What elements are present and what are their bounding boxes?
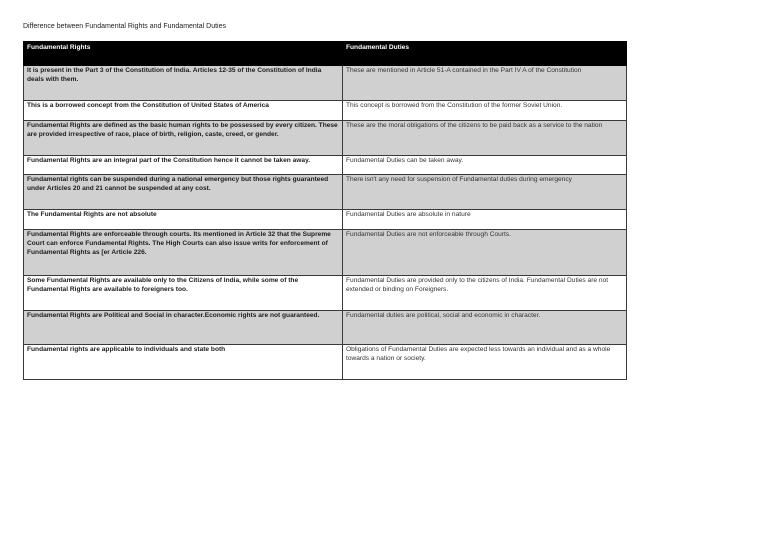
table-row (24, 121, 627, 156)
duties-cell: Fundamental Duties are not enforceable through Courts. (343, 230, 627, 276)
duties-cell: These are mentioned in Article 51-A contained in the Part IV A of the Constitution (343, 66, 627, 101)
rights-cell: Some Fundamental Rights are available only to the Citizens of India, while some of the Fundamental Rights are available to foreigners too. (24, 276, 343, 311)
table-row (24, 175, 627, 210)
header-fundamental-rights: Fundamental Rights (24, 42, 343, 66)
rights-cell: Fundamental Rights are enforceable through courts. Its mentioned in Article 32 that the Supreme Court can enforce Fundamental Rights. The High Courts can also issue writs for enforcement of Fundamental Rights as [er Article 226. (24, 230, 343, 276)
table-row (24, 230, 627, 276)
rights-cell: Fundamental rights can be suspended during a national emergency but those rights guaranteed under Articles 20 and 21 cannot be suspended at any cost. (24, 175, 343, 210)
table-row (24, 210, 627, 230)
table-row (24, 156, 627, 175)
table-row (24, 345, 627, 380)
duties-cell: This concept is borrowed from the Constitution of the former Soviet Union. (343, 101, 627, 121)
duties-cell: Fundamental Duties are absolute in nature (343, 210, 627, 230)
rights-cell: This is a borrowed concept from the Constitution of United States of America (24, 101, 343, 121)
duties-cell: There isn't any need for suspension of Fundamental duties during emergency (343, 175, 627, 210)
table-row (24, 101, 627, 121)
duties-cell: Obligations of Fundamental Duties are expected less towards an individual and as a whole towards a nation or society. (343, 345, 627, 380)
rights-cell: Fundamental Rights are defined as the basic human rights to be possessed by every citizen. These are provided irrespective of race, place of birth, religion, caste, creed, or gender. (24, 121, 343, 156)
duties-cell: These are the moral obligations of the citizens to be paid back as a service to the nation (343, 121, 627, 156)
header-fundamental-duties: Fundamental Duties (343, 42, 627, 66)
rights-cell: The Fundamental Rights are not absolute (24, 210, 343, 230)
table-header-row (24, 42, 627, 66)
table-row (24, 66, 627, 101)
comparison-table (23, 41, 627, 380)
rights-cell: Fundamental Rights are Political and Social in character.Economic rights are not guaranteed. (24, 311, 343, 345)
page-title: Difference between Fundamental Rights and Fundamental Duties (23, 23, 226, 30)
rights-cell: It is present in the Part 3 of the Constitution of India. Articles 12-35 of the Constitution of India deals with them. (24, 66, 343, 101)
rights-cell: Fundamental rights are applicable to individuals and state both (24, 345, 343, 380)
rights-cell: Fundamental Rights are an integral part of the Constitution hence it cannot be taken away. (24, 156, 343, 175)
duties-cell: Fundamental Duties are provided only to the citizens of India. Fundamental Duties are not extended or binding on Foreigners. (343, 276, 627, 311)
table-row (24, 276, 627, 311)
duties-cell: Fundamental Duties can be taken away. (343, 156, 627, 175)
duties-cell: Fundamental duties are political, social and economic in character. (343, 311, 627, 345)
table-row (24, 311, 627, 345)
